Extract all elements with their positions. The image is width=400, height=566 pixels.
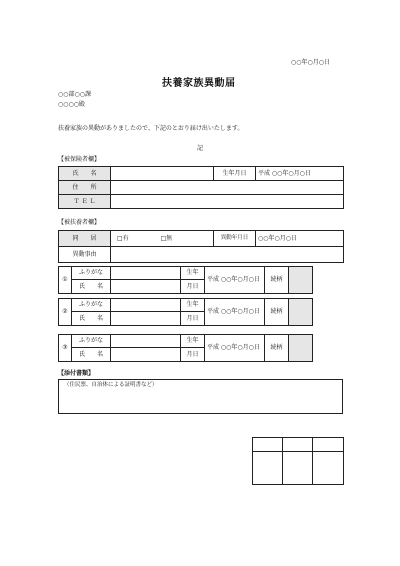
furigana-label: ふりがな [72,267,111,280]
cohabit-options [111,231,214,247]
attachments-note: （住民票、自治体による証明書など） [64,382,158,388]
birth-top-label: 生年 [181,299,205,312]
entry-number: ① [59,267,72,294]
birth-bottom-label: 月日 [181,312,205,326]
birth-value[interactable]: 平成 ○○年○月○日 [205,335,265,362]
birth-value[interactable]: 平成 ○○年○月○日 [205,267,265,294]
insured-heading: 【被保険者欄】 [58,156,101,163]
relation-value[interactable] [289,299,313,326]
reason-value[interactable] [111,247,344,263]
cohabit-label: 同 居 [59,231,111,247]
furigana-value[interactable] [111,299,181,312]
attachments-box[interactable] [58,379,343,414]
furigana-label: ふりがな [72,335,111,348]
ki-label: 記 [197,145,204,152]
relation-value[interactable] [289,335,313,362]
birth-value[interactable]: 平成 ○○年○月○日 [205,299,265,326]
insured-table [58,166,344,209]
relation-label: 続柄 [265,335,289,362]
dependent-table [58,230,344,263]
dependent-entry-table [58,266,313,294]
dependent-heading: 【被扶養者欄】 [58,219,101,226]
entry-number: ② [59,299,72,326]
name-label: 氏 名 [72,348,111,362]
document-title: 扶養家族異動届 [162,78,236,89]
department-text: ○○部○○課 [58,91,91,98]
tel-value[interactable] [111,195,344,209]
stamp-cell[interactable] [253,452,283,485]
change-date-value[interactable]: ○○年○月○日 [256,231,344,247]
dependent-entry-table [58,298,313,326]
birth-label: 生年月日 [214,167,256,181]
name-value[interactable] [111,348,181,362]
address-label: 住 所 [59,181,111,195]
yes-checkbox[interactable]: □有 [117,234,129,242]
name-value[interactable] [111,280,181,294]
name-value[interactable] [111,167,214,181]
birth-top-label: 生年 [181,267,205,280]
stamp-cell[interactable] [283,452,313,485]
name-label: 氏 名 [72,280,111,294]
stamp-cell[interactable] [313,452,344,485]
furigana-label: ふりがな [72,299,111,312]
relation-label: 続柄 [265,299,289,326]
relation-value[interactable] [289,267,313,294]
birth-bottom-label: 月日 [181,280,205,294]
relation-label: 続柄 [265,267,289,294]
change-date-label: 異動年月日 [214,231,256,247]
birth-top-label: 生年 [181,335,205,348]
date-text: ○○年○月○日 [291,59,330,66]
dependent-entry-table [58,334,313,362]
name-label: 氏 名 [59,167,111,181]
recipient-text: ○○○○殿 [58,101,85,108]
stamp-header-cell [283,438,313,452]
birth-bottom-label: 月日 [181,348,205,362]
reason-label: 異動事由 [59,247,111,263]
address-value[interactable] [111,181,344,195]
name-value[interactable] [111,312,181,326]
intro-text: 扶養家族の異動がありましたので、下記のとおり届け出いたします。 [58,125,244,132]
attachments-heading: 【添付書類】 [58,370,95,377]
furigana-value[interactable] [111,267,181,280]
no-checkbox[interactable]: □無 [160,234,173,242]
name-label: 氏 名 [72,312,111,326]
stamp-table [252,437,344,485]
stamp-header-cell [253,438,283,452]
birth-value[interactable]: 平成 ○○年○月○日 [256,167,344,181]
entry-number: ③ [59,335,72,362]
furigana-value[interactable] [111,335,181,348]
stamp-header-cell [313,438,344,452]
tel-label: Ｔ Ｅ Ｌ [59,195,111,209]
